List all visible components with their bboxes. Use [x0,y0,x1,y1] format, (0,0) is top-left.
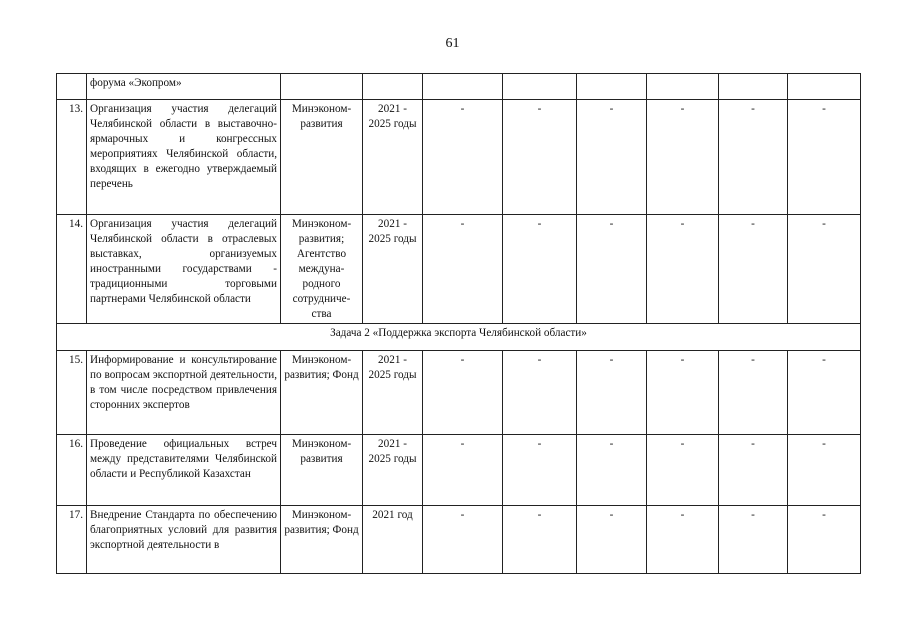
value-cell: - [788,435,861,506]
value-cell: - [647,506,719,574]
value-cell: - [788,215,861,324]
value-cell: - [719,100,788,215]
row-number: 16. [57,435,87,506]
event-name: Организация участия делегаций Челябинской области в отраслевых выставках, организуемых иностранными государствами - традиционными торговыми партнерами Челябинской области [87,215,281,324]
value-cell: - [503,351,577,435]
executor [281,74,363,100]
table-row [57,100,861,215]
value-cell: - [423,215,503,324]
value-cell: - [647,215,719,324]
value-cell: - [788,351,861,435]
value-cell: - [503,506,577,574]
table-row [57,215,861,324]
value-cell [719,74,788,100]
value-cell: - [503,435,577,506]
value-cell: - [577,351,647,435]
value-cell: - [577,100,647,215]
value-cell [647,74,719,100]
value-cell: - [788,100,861,215]
period: 2021 - 2025 годы [363,215,423,324]
value-cell: - [647,351,719,435]
executor: Минэконом-развития [281,435,363,506]
value-cell: - [577,435,647,506]
value-cell: - [423,435,503,506]
task-header-row [57,324,861,351]
program-table [56,73,861,574]
period: 2021 - 2025 годы [363,351,423,435]
value-cell: - [719,215,788,324]
page-number: 61 [445,36,460,51]
value-cell: - [577,506,647,574]
event-name: Проведение официальных встреч между представителями Челябинской области и Республикой Казахстан [87,435,281,506]
table-row [57,351,861,435]
period: 2021 - 2025 годы [363,100,423,215]
value-cell: - [503,215,577,324]
value-cell: - [719,351,788,435]
event-name: Информирование и консультирование по вопросам экспортной деятельности, в том числе посредством привлечения сторонних экспертов [87,351,281,435]
task-header: Задача 2 «Поддержка экспорта Челябинской области» [57,324,861,351]
value-cell: - [423,100,503,215]
value-cell: - [503,100,577,215]
value-cell [503,74,577,100]
row-number: 14. [57,215,87,324]
executor: Минэконом-развития; Агентство междуна-родного сотрудниче-ства [281,215,363,324]
table-row [57,506,861,574]
value-cell: - [647,435,719,506]
value-cell: - [788,506,861,574]
value-cell: - [577,215,647,324]
period: 2021 - 2025 годы [363,435,423,506]
value-cell [423,74,503,100]
executor: Минэконом-развития; Фонд [281,351,363,435]
event-name: форума «Экопром» [87,74,281,100]
row-number: 17. [57,506,87,574]
value-cell: - [423,506,503,574]
period [363,74,423,100]
executor: Минэконом-развития [281,100,363,215]
table-row [57,435,861,506]
event-name: Внедрение Стандарта по обеспечению благоприятных условий для развития экспортной деятельности в [87,506,281,574]
value-cell: - [719,435,788,506]
event-name: Организация участия делегаций Челябинской области в выставочно-ярмарочных и конгрессных мероприятиях Челябинской области, входящих в ежегодно утверждаемый перечень [87,100,281,215]
value-cell: - [647,100,719,215]
row-number: 15. [57,351,87,435]
row-number: 13. [57,100,87,215]
value-cell: - [423,351,503,435]
value-cell [577,74,647,100]
period: 2021 год [363,506,423,574]
executor: Минэконом-развития; Фонд [281,506,363,574]
value-cell [788,74,861,100]
table-row [57,74,861,100]
value-cell: - [719,506,788,574]
row-number [57,74,87,100]
